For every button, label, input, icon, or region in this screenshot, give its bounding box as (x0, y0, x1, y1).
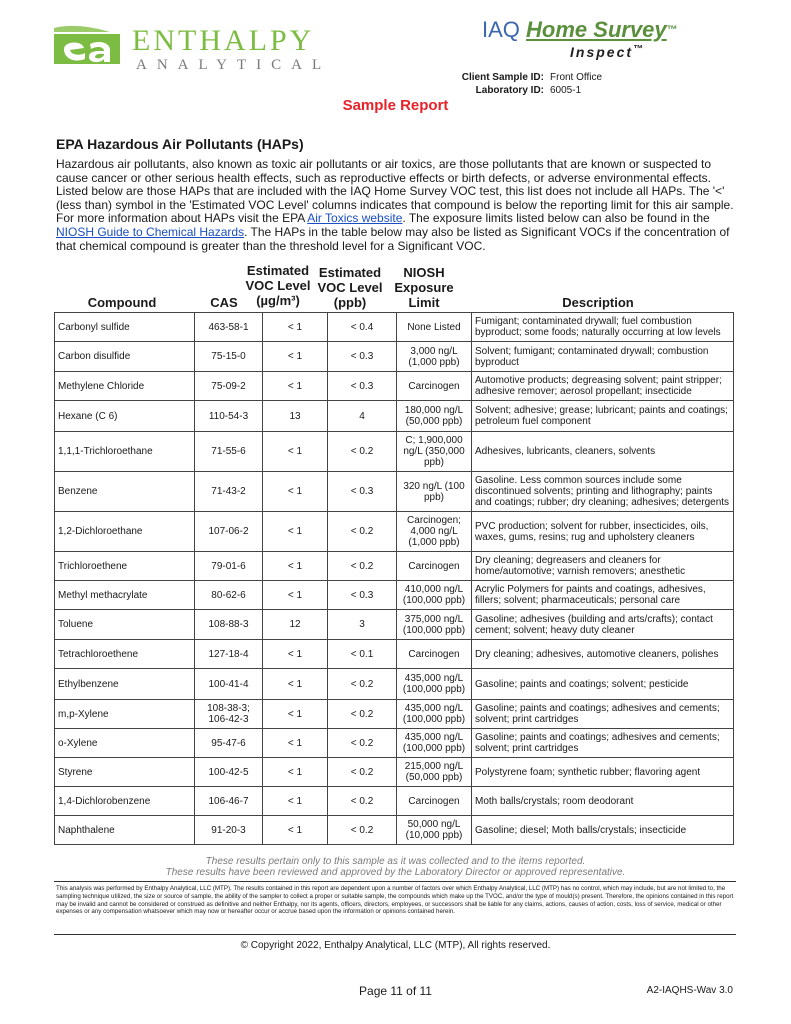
air-toxics-link[interactable]: Air Toxics website (307, 211, 403, 226)
header-description: Description (562, 295, 634, 310)
row-compound: Naphthalene (55, 816, 195, 845)
row-est-ug: 12 (263, 610, 328, 640)
row-cas: 110-54-3 (195, 401, 263, 432)
product-subtitle-text: Inspect (570, 44, 634, 60)
row-niosh-limit: Carcinogen (397, 552, 472, 581)
row-niosh-limit: Carcinogen (397, 640, 472, 669)
client-sample-label: Client Sample ID: (461, 72, 544, 83)
row-compound: Trichloroethene (55, 552, 195, 581)
product-title-home-survey: Home Survey (526, 17, 667, 42)
row-cas: 71-55-6 (195, 432, 263, 472)
row-compound: Carbon disulfide (55, 342, 195, 372)
table-row (55, 552, 734, 581)
row-description: Gasoline; paints and coatings; adhesives and cements; solvent; print cartridges (472, 700, 734, 729)
row-est-ug: < 1 (263, 758, 328, 787)
product-trademark: ™ (666, 24, 678, 36)
laboratory-id-row (440, 84, 602, 97)
row-est-ug: < 1 (263, 512, 328, 552)
row-cas: 75-15-0 (195, 342, 263, 372)
row-cas: 127-18-4 (195, 640, 263, 669)
row-description: Moth balls/crystals; room deodorant (472, 787, 734, 816)
row-cas: 91-20-3 (195, 816, 263, 845)
row-niosh-limit: 3,000 ng/L (1,000 ppb) (397, 342, 472, 372)
row-niosh-limit: 410,000 ng/L (100,000 ppb) (397, 581, 472, 610)
product-subtitle-trademark: ™ (633, 44, 646, 55)
table-row (55, 610, 734, 640)
table-row (55, 787, 734, 816)
row-est-ug: < 1 (263, 816, 328, 845)
row-est-ug: < 1 (263, 472, 328, 512)
table-row (55, 342, 734, 372)
row-description: Adhesives, lubricants, cleaners, solvents (472, 432, 734, 472)
intro-paragraph (56, 158, 736, 253)
haps-table-body (55, 313, 734, 845)
row-description: Gasoline; adhesives (building and arts/crafts); contact cement; solvent; heavy duty cleaner (472, 610, 734, 640)
row-niosh-limit: 50,000 ng/L (10,000 ppb) (397, 816, 472, 845)
row-est-ug: < 1 (263, 700, 328, 729)
niosh-guide-link[interactable]: NIOSH Guide to Chemical Hazards (56, 224, 245, 239)
row-compound: Toluene (55, 610, 195, 640)
row-description: Polystyrene foam; synthetic rubber; flavoring agent (472, 758, 734, 787)
intro-text-1: Hazardous air pollutants, also known as toxic air pollutants or air toxics, are those pollutants that are known or suspected to cause cancer or other serious health effects, such as reproductive effects or birth defects, or adverse environmental effects. Listed below are those HAPs that are included with the IAQ Home Survey VOC test, this list does not include all HAPs. The '<' (less than) symbol in the 'Estimated VOC Level' columns indicates that compound is below the reporting limit for this air sample. For more information about HAPs visit the EPA (56, 157, 734, 226)
row-est-ppb: < 0.3 (328, 472, 397, 512)
row-compound: Hexane (C 6) (55, 401, 195, 432)
ea-logo-mark-icon (50, 24, 124, 72)
row-est-ppb: < 0.2 (328, 432, 397, 472)
row-est-ppb: 3 (328, 610, 397, 640)
row-est-ug: < 1 (263, 432, 328, 472)
row-niosh-limit: 435,000 ng/L (100,000 ppb) (397, 669, 472, 700)
client-sample-row (440, 71, 602, 84)
header-niosh-line1: NIOSH (403, 265, 445, 280)
row-niosh-limit: None Listed (397, 313, 472, 342)
header-cas: CAS (210, 295, 238, 310)
row-cas: 463-58-1 (195, 313, 263, 342)
row-cas: 71-43-2 (195, 472, 263, 512)
row-est-ppb: < 0.2 (328, 552, 397, 581)
table-row (55, 758, 734, 787)
copyright: © Copyright 2022, Enthalpy Analytical, LLC (MTP), All rights reserved. (240, 940, 551, 951)
product-brand (478, 18, 718, 68)
row-est-ug: < 1 (263, 552, 328, 581)
row-est-ppb: < 0.2 (328, 787, 397, 816)
row-cas: 80-62-6 (195, 581, 263, 610)
row-niosh-limit: Carcinogen; 4,000 ng/L (1,000 ppb) (397, 512, 472, 552)
table-row (55, 372, 734, 401)
row-est-ug: < 1 (263, 787, 328, 816)
row-compound: Methyl methacrylate (55, 581, 195, 610)
company-logo (50, 22, 340, 74)
haps-table (54, 312, 734, 845)
header-est-ppb (314, 265, 386, 310)
laboratory-id-value: 6005-1 (550, 85, 582, 96)
row-est-ppb: < 0.2 (328, 758, 397, 787)
row-est-ug: < 1 (263, 640, 328, 669)
header-est-ug (242, 263, 314, 308)
table-row (55, 512, 734, 552)
row-niosh-limit: 215,000 ng/L (50,000 ppb) (397, 758, 472, 787)
row-description: Fumigant; contaminated drywall; fuel combustion byproduct; some foods; naturally occurring at low levels (472, 313, 734, 342)
row-description: Solvent; adhesive; grease; lubricant; paints and coatings; petroleum fuel component (472, 401, 734, 432)
row-est-ug: 13 (263, 401, 328, 432)
header-niosh-line2: Exposure (394, 280, 454, 295)
row-description: Gasoline; paints and coatings; adhesives and cements; solvent; print cartridges (472, 729, 734, 758)
row-cas: 108-88-3 (195, 610, 263, 640)
row-cas: 95-47-6 (195, 729, 263, 758)
row-compound: 1,4-Dichlorobenzene (55, 787, 195, 816)
header-est-ug-line2: VOC Level (245, 278, 311, 293)
row-compound: 1,2-Dichloroethane (55, 512, 195, 552)
row-cas: 79-01-6 (195, 552, 263, 581)
table-row (55, 729, 734, 758)
row-est-ug: < 1 (263, 313, 328, 342)
row-compound: Ethylbenzene (55, 669, 195, 700)
row-compound: Tetrachloroethene (55, 640, 195, 669)
row-est-ppb: < 0.3 (328, 581, 397, 610)
row-compound: Carbonyl sulfide (55, 313, 195, 342)
row-niosh-limit: 180,000 ng/L (50,000 ppb) (397, 401, 472, 432)
section-title: EPA Hazardous Air Pollutants (HAPs) (56, 136, 304, 152)
header-est-ppb-line1: Estimated (318, 265, 382, 280)
row-description: Solvent; fumigant; contaminated drywall; combustion byproduct (472, 342, 734, 372)
row-description: PVC production; solvent for rubber, insecticides, oils, waxes, gums, resins; rug and upholstery cleaners (472, 512, 734, 552)
row-description: Dry cleaning; adhesives, automotive cleaners, polishes (472, 640, 734, 669)
row-cas: 107-06-2 (195, 512, 263, 552)
laboratory-id-label: Laboratory ID: (475, 85, 544, 96)
row-description: Automotive products; degreasing solvent; paint stripper; adhesive remover; aerosol propellant; insecticide (472, 372, 734, 401)
row-description: Dry cleaning; degreasers and cleaners for home/automotive; varnish removers; anesthetic (472, 552, 734, 581)
sample-ids (440, 71, 602, 97)
results-disclaimer-line1: These results pertain only to this sample as it was collected and to the items reported. (205, 856, 586, 867)
product-title (482, 18, 678, 42)
row-description: Gasoline; paints and coatings; solvent; pesticide (472, 669, 734, 700)
row-cas: 106-46-7 (195, 787, 263, 816)
row-est-ppb: < 0.2 (328, 816, 397, 845)
table-row (55, 581, 734, 610)
row-niosh-limit: 375,000 ng/L (100,000 ppb) (397, 610, 472, 640)
row-niosh-limit: C; 1,900,000 ng/L (350,000 ppb) (397, 432, 472, 472)
header-est-ppb-line2: VOC Level (317, 280, 383, 295)
row-est-ppb: < 0.4 (328, 313, 397, 342)
header-est-ppb-line3: (ppb) (333, 295, 367, 310)
logo-name: ENTHALPY (132, 24, 315, 57)
row-compound: o-Xylene (55, 729, 195, 758)
header-niosh-line3: Limit (408, 295, 440, 310)
report-title: Sample Report (342, 97, 449, 114)
table-row (55, 472, 734, 512)
product-subtitle (570, 44, 645, 60)
footer-divider-bottom (54, 934, 736, 935)
row-description: Gasoline; diesel; Moth balls/crystals; insecticide (472, 816, 734, 845)
header-est-ug-line3: (µg/m³) (256, 293, 300, 308)
header-compound: Compound (87, 295, 157, 310)
row-est-ppb: < 0.2 (328, 669, 397, 700)
row-est-ppb: < 0.2 (328, 700, 397, 729)
row-compound: m,p-Xylene (55, 700, 195, 729)
legal-disclaimer: This analysis was performed by Enthalpy Analytical, LLC (MTP). The results contained in this report are dependent upon a number of factors over which Enthalpy Analytical, LLC (MTP) has no control, which may include, but are not limited to, the sampling technique utilized, the size or source of sample, the ability of the sampler to collect a proper or suitable sample, the compounds which make up the TVOC, and/or the type of mould(s) present. Therefore, the opinions contained in this report may be invalid and cannot be considered or construed as definitive and neither Enthalpy, nor its agents, officers, directors, employees, or successors shall be liable for any claims, actions, causes of action, costs, loss of service, medical or other expenses or any compensation whatsoever which may now or hereafter occur or accrue based upon the information or opinions contained herein. (56, 885, 734, 916)
table-row (55, 401, 734, 432)
row-est-ppb: < 0.2 (328, 729, 397, 758)
table-row (55, 640, 734, 669)
row-cas: 108-38-3; 106-42-3 (195, 700, 263, 729)
row-compound: Styrene (55, 758, 195, 787)
row-est-ug: < 1 (263, 729, 328, 758)
row-description: Acrylic Polymers for paints and coatings, adhesives, fillers; solvent; pharmaceuticals; personal care (472, 581, 734, 610)
row-est-ppb: < 0.3 (328, 372, 397, 401)
table-row (55, 432, 734, 472)
footer-divider-top (54, 881, 736, 882)
results-disclaimer-line2: These results have been reviewed and approved by the Laboratory Director or approved representative. (165, 867, 626, 878)
row-est-ug: < 1 (263, 342, 328, 372)
row-niosh-limit: 435,000 ng/L (100,000 ppb) (397, 700, 472, 729)
row-est-ppb: < 0.1 (328, 640, 397, 669)
row-est-ppb: < 0.3 (328, 342, 397, 372)
row-niosh-limit: 320 ng/L (100 ppb) (397, 472, 472, 512)
row-est-ug: < 1 (263, 581, 328, 610)
row-est-ppb: < 0.2 (328, 512, 397, 552)
row-cas: 100-42-5 (195, 758, 263, 787)
intro-text-2: . The exposure limits listed below can also be found in the (402, 211, 710, 226)
table-row (55, 816, 734, 845)
page-number: Page 11 of 11 (359, 984, 432, 998)
row-cas: 75-09-2 (195, 372, 263, 401)
row-compound: Methylene Chloride (55, 372, 195, 401)
row-cas: 100-41-4 (195, 669, 263, 700)
product-title-iaq: IAQ (482, 17, 520, 42)
table-row (55, 669, 734, 700)
row-niosh-limit: Carcinogen (397, 372, 472, 401)
header-niosh (386, 265, 462, 310)
row-est-ug: < 1 (263, 669, 328, 700)
client-sample-value: Front Office (550, 72, 603, 83)
document-code: A2-IAQHS-Wav 3.0 (646, 985, 733, 996)
row-niosh-limit: 435,000 ng/L (100,000 ppb) (397, 729, 472, 758)
row-niosh-limit: Carcinogen (397, 787, 472, 816)
row-description: Gasoline. Less common sources include some discontinued solvents; printing and lithography; paints and coatings; rubber; dry cleaning; adhesives; detergents (472, 472, 734, 512)
table-row (55, 700, 734, 729)
logo-subtitle: ANALYTICAL (136, 57, 332, 73)
header-est-ug-line1: Estimated (246, 263, 310, 278)
results-disclaimer (0, 856, 791, 878)
table-row (55, 313, 734, 342)
row-compound: 1,1,1-Trichloroethane (55, 432, 195, 472)
row-est-ug: < 1 (263, 372, 328, 401)
intro-text-3: . The HAPs in the table below may also be listed as Significant VOCs if the concentration of that chemical compound is greater than the threshold level for a Significant VOC. (56, 224, 730, 253)
row-compound: Benzene (55, 472, 195, 512)
row-est-ppb: 4 (328, 401, 397, 432)
